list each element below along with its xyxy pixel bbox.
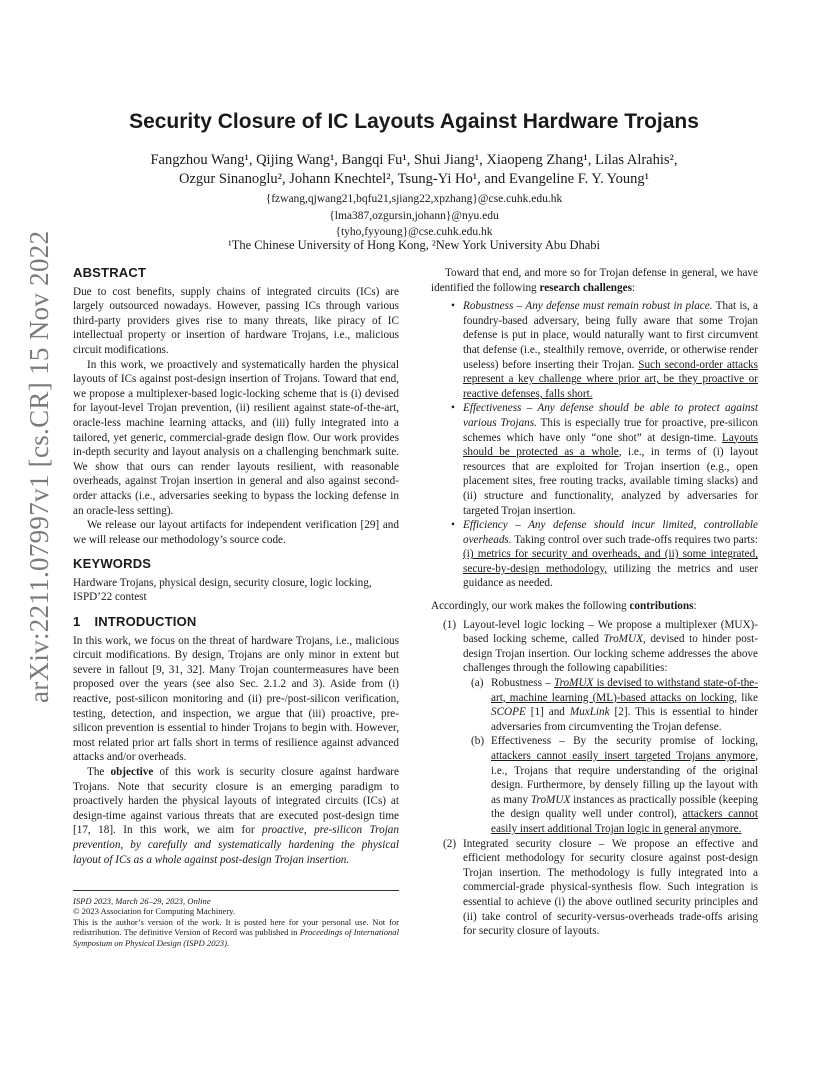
bold-term: research challenges [539,281,632,294]
footnote-copyright: © 2023 Association for Computing Machinery. [73,906,236,917]
italic-text: proactive, pre-silicon Trojan prevention, by carefully and systematically hardening the physical layout of ICs as a whole against post-design Trojan insertion. [73,824,399,866]
contributions-list [431,618,758,939]
bold-term: objective [110,766,154,778]
abstract-heading: ABSTRACT [73,265,147,280]
authors-line-2: Ozgur Sinanoglu², Johann Knechtel², Tsung-Yi Ho¹, and Evangeline F. Y. Young¹ [178,171,650,187]
left-column [73,266,399,867]
abstract-paragraph: In this work, we proactively and systematically harden the physical layouts of ICs against post-design insertion of Trojans. Toward that end, we propose a multiplexer-based logic-locking scheme that is (i) devised for layout-level Trojan prevention, (ii) resilient against state-of-the-art, oracle-less machine learning attacks, and (iii) fully integrated into a tailored, yet generic, commercial-grade design flow. Our work provides in-depth security and layout analysis on a challenging benchmark suite. We show that ours can render layouts resilient, with reasonable overheads, against Trojan insertion in general and also against second-order attacks (i.e., adversaries seeking to bypass the locking defense in an oracle-less setting). [73,358,399,517]
footnote-rule [73,890,399,891]
list-item: (b) Effectiveness – By the security promise of locking, attackers cannot easily insert targeted Trojans anymore, i.e., Trojans that require understanding of the original design. Furthermore, by densely filling up the layout with as many TroMUX instances as practically possible (keeping the design quality well under control), attackers cannot easily insert additional Trojan logic in general anymore. [471,735,758,835]
email-line: {tyho,fyyoung}@cse.cuhk.edu.hk [335,226,493,238]
list-item: • Robustness – Any defense must remain robust in place. That is, a foundry-based adversary, being fully aware that some Trojan defense is put in place, would naturally want to first circumvent that defense (i.e., stealthily remove, override, or otherwise render useless) before inserting their Trojan. Such second-order attacks represent a key challenge where prior art, be they proactive or reactive defenses, falls short. [451,300,759,400]
section-number: 1 [73,614,81,630]
right-column [431,266,758,939]
list-item: • Effectiveness – Any defense should be able to protect against various Trojans. This is especially true for proactive, pre-silicon schemes which have only “one shot” at design-time. Layouts should be protected as a whole, i.e., in terms of (i) layout resources that are exploited for Trojan insertion (e.g., open placement sites, free routing tracks, available timing slacks) and (ii) structure and functionality, analyzed by adversaries for targeted Trojan insertion. [451,402,758,517]
bullet-icon: • [451,519,455,532]
abstract-paragraph: We release our layout artifacts for independent verification [29] and we will release our methodology’s source code. [73,519,399,546]
keywords-heading: KEYWORDS [73,556,152,572]
list-item: (2) Integrated security closure – We propose an effective and efficient methodology for security closure against post-design Trojan insertion. The methodology is fully integrated into a commercial-grade physical-synthesis flow. Such integration is essential to achieve (i) the above outlined security principles and (ii) take control of security-versus-overheads trade-offs arising for security closure of layouts. [443,837,758,938]
author-emails [150,191,678,241]
list-item: (a) Robustness – TroMUX is devised to withstand state-of-the-art, machine learning (ML)-based attacks on locking, like SCOPE [1] and MuxLink [2]. This is essential to hinder adversaries from circumventing the Trojan defense. [471,677,758,733]
intro-paragraph: The objective of this work is security closure against hardware Trojans. Note that security closure is an emerging paradigm to proactively harden the physical layouts of integrated circuits (ICs) at design-time against various threats that are executed post-design time [17, 18]. In this work, we aim for proactive, pre-silicon Trojan prevention, by carefully and systematically hardening the physical layout of ICs as a whole against post-design Trojan insertion. [73,766,399,866]
footnote-venue: ISPD 2023, March 26–29, 2023, Online [73,896,211,906]
intro-paragraph: In this work, we focus on the threat of hardware Trojans, i.e., malicious circuit modifications. By design, Trojans are only minor in extent but severe in fallout [9, 31, 32]. Many Trojan countermeasures have been proposed over the years (see also Sec. 2.1.2 and 3). Aside from (i) reactive, post-silicon monitoring and (ii) pre-/post-silicon verification, testing, detection, and inspection, we argue that (iii) proactive, pre-silicon prevention is essential to hinder Trojans to begin with. However, most related prior art falls short in terms of resilience against advanced attacks and/or overheads. [73,634,399,764]
bold-term: contributions [629,600,694,613]
bullet-icon: • [451,300,455,313]
author-list [100,151,728,189]
sub-list [463,676,758,837]
bullet-icon: • [451,402,455,415]
arxiv-stamp: arXiv:2211.07997v1 [cs.CR] 15 Nov 2022 [24,230,54,703]
keywords-text: Hardware Trojans, physical design, security closure, logic locking, ISPD’22 contest [73,576,372,604]
list-item: (1) Layout-level logic locking – We propose a multiplexer (MUX)-based locking scheme, called TroMUX, devised to hinder post-design Trojan insertion. Our locking scheme addresses the above challenges through the following capabilities: (a) Robustness – TroMUX is devised to withstand state-of-the-art, machine learning (ML)-based attacks on locking, like SCOPE [1] and MuxLink [2]. This is essential to hinder adversaries from circumventing the Trojan defense. (b) Effectiveness – By the security promise of locking, attackers cannot easily insert targeted Trojans anymore, i.e., Trojans that require understanding of the original design. Furthermore, by densely filling up the layout with as many TroMUX instances as practically possible (keeping the design quality well under control), attackers cannot easily insert additional Trojan logic in general anymore. [443,618,758,835]
arxiv-stamp-container [24,230,54,703]
paper-title: Security Closure of IC Layouts Against Hardware Trojans [129,110,699,133]
challenges-intro: Toward that end, and more so for Trojan defense in general, we have identified the following research challenges: [431,267,758,294]
introduction-heading [73,615,399,630]
challenges-list [431,299,758,591]
contributions-intro: Accordingly, our work makes the following contributions: [431,600,697,613]
email-line: {fzwang,qjwang21,bqfu21,sjiang22,xpzhang}@cse.cuhk.edu.hk [265,193,563,205]
email-line: {lma387,ozgursin,johann}@nyu.edu [329,209,499,222]
affiliations: ¹The Chinese University of Hong Kong, ²New York University Abu Dhabi [227,238,601,252]
section-title: INTRODUCTION [94,614,197,630]
authors-line-1: Fangzhou Wang¹, Qijing Wang¹, Bangqi Fu¹, Shui Jiang¹, Xiaopeng Zhang¹, Lilas Alrahis², [150,152,678,168]
footnote [73,890,399,948]
abstract-paragraph: Due to cost benefits, supply chains of integrated circuits (ICs) are largely outsourced nowadays. However, passing ICs through various third-party providers gives rise to many threats, like piracy of IC intellectual property or insertion of hardware Trojans, i.e., malicious circuit modifications. [73,285,399,356]
footnote-note: This is the author’s version of the work. It is posted here for your personal use. Not for redistribution. The definitive Version of Record was published in Proceedings of International Symposium on Physical Design (ISPD 2023). [73,916,399,948]
list-item: • Efficiency – Any defense should incur limited, controllable overheads. Taking control over such trade-offs requires two parts: (i) metrics for security and overheads, and (ii) some integrated, secure-by-design methodology, utilizing the metrics and user guidance as needed. [451,519,758,590]
